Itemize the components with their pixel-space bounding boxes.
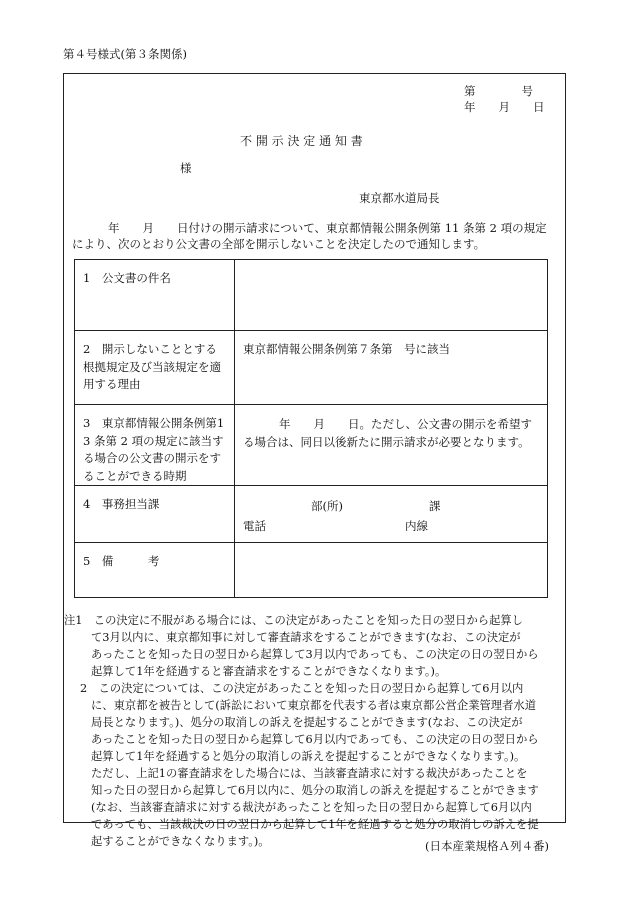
section-label: 課 bbox=[429, 499, 441, 514]
note-line: あったことを知った日の翌日から起算して3月以内であっても、この決定の日の翌日から bbox=[91, 648, 539, 661]
row-value-remarks bbox=[235, 543, 547, 553]
table-row bbox=[75, 331, 548, 405]
document-title: 不 開 示 決 定 通 知 書 bbox=[240, 134, 363, 148]
note-line: に、東京都を被告として(訴訟において東京都を代表する者は東京都公営企業管理者水道 bbox=[91, 699, 536, 712]
row-value-reason: 東京都情報公開条例第７条第 号に該当 bbox=[243, 342, 450, 356]
table-row bbox=[75, 486, 548, 543]
note-line: であっても、当該裁決の日の翌日から起算して1年を経過すると処分の取消しの訴えを提 bbox=[91, 818, 539, 831]
row-label-remarks: 5 備 考 bbox=[83, 554, 160, 569]
addressee: 様 bbox=[180, 161, 192, 175]
row-label-document-name: 1 公文書の件名 bbox=[83, 271, 171, 285]
intro-line-1: 年 月 日付けの開示請求について、東京都情報公開条例第 11 条第 2 項の規定 bbox=[108, 221, 547, 235]
note-line: 2 この決定については、この決定があったことを知った日の翌日から起算して6月以内 bbox=[80, 682, 524, 695]
row-value-document-name bbox=[235, 260, 547, 270]
note-line: 起算して1年を経過すると審査請求をすることができなくなります。)。 bbox=[91, 665, 447, 678]
row-label-disclosure-time: 3 東京都情報公開条例第13 条第 2 項の規定に該当する場合の公文書の開示をすることができる時期 bbox=[83, 416, 225, 483]
phone-label: 電話 bbox=[243, 519, 266, 534]
note-line: (なお、当該審査請求に対する裁決があったことを知った日の翌日から起算して6月以内 bbox=[91, 801, 532, 814]
note-line: て3月以内に、東京都知事に対して審査請求をすることができます(なお、この決定が bbox=[91, 631, 521, 644]
note-line: 局長となります。)、処分の取消しの訴えを提起することができます(なお、この決定が bbox=[91, 716, 523, 729]
decision-table bbox=[74, 259, 548, 598]
note-line: 知った日の翌日から起算して6月以内に、処分の取消しの訴えを提起することができます bbox=[91, 784, 539, 797]
row-value-disclosure-time: 年 月 日。ただし、公文書の開示を希望する場合は、同日以後新たに開示請求が必要となります。 bbox=[243, 417, 532, 449]
note-line: 起することができなくなります。)。 bbox=[91, 835, 270, 848]
note-line: 起算して1年を経過すると処分の取消しの訴えを提起することができなくなります。)。 bbox=[91, 750, 526, 763]
row-label-department: 4 事務担当課 bbox=[83, 497, 160, 512]
row-label-reason: 2 開示しないこととする根拠規定及び当該規定を適用する理由 bbox=[83, 342, 221, 392]
form-number: 第４号様式(第３条関係) bbox=[63, 47, 187, 61]
document-number-label: 第 号 bbox=[464, 84, 533, 98]
issuer: 東京都水道局長 bbox=[359, 191, 440, 205]
table-row bbox=[75, 260, 548, 331]
intro-line-2: により、次のとおり公文書の全部を開示しないことを決定したので通知します。 bbox=[72, 237, 486, 251]
department-label: 部(所) bbox=[311, 499, 343, 514]
document-date-label: 年 月 日 bbox=[464, 100, 545, 114]
extension-label: 内線 bbox=[405, 519, 428, 534]
note-line: ただし、上記1の審査請求をした場合には、当該審査請求に対する裁決があったことを bbox=[91, 767, 528, 780]
table-row bbox=[75, 405, 548, 486]
paper-size-footer: (日本産業規格Ａ列４番) bbox=[425, 839, 549, 853]
note-line: あったことを知った日の翌日から起算して6月以内であっても、この決定の日の翌日から bbox=[91, 733, 539, 746]
note-line: 注1 この決定に不服がある場合には、この決定があったことを知った日の翌日から起算し bbox=[64, 614, 523, 627]
table-row bbox=[75, 543, 548, 598]
